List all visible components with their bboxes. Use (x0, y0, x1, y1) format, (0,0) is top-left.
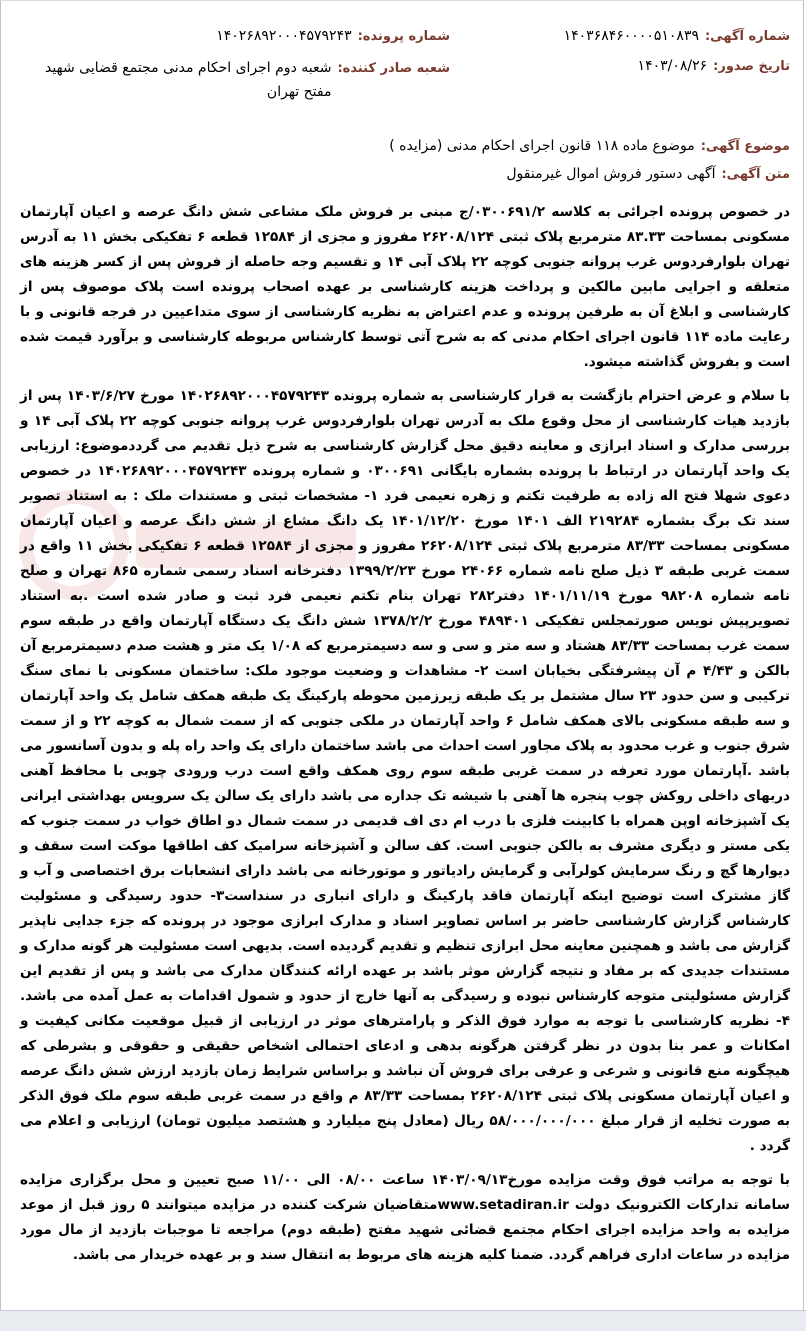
text-header-label: متن آگهی: (721, 167, 790, 182)
header-right-column (510, 28, 790, 82)
text-header-row (20, 166, 790, 182)
issue-date-value: ۱۴۰۳/۰۸/۲۶ (637, 58, 708, 74)
paragraph-intro: در خصوص پرونده اجرائی به کلاسه ۰۳۰۰۶۹۱/۲/ج مبنی بر فروش ملک مشاعی شش دانگ عرصه و اعیان آپارتمان مسکونی بمساحت ۸۳.۳۳ مترمربع پلاک ثبتی ۲۶۲۰۸/۱۲۴ مفروز و مجزی از ۱۲۵۸۴ قطعه ۶ تفکیکی بخش ۱۱ به آدرس تهران بلوارفردوس غرب پروانه جنوبی کوچه ۲۲ پلاک آبی ۱۴ و تقسیم وجه حاصله از فروش پس از کسر هزینه های متعلقه و اجرایی مابین مالکین و پرداخت هزینه کارشناسی بر عهده اصحاب پرونده است پلاک موصوف پس از کارشناسی و ابلاغ آن به طرفین پرونده و عدم اعتراض به نظریه کارشناسی از سوی متداعیین در فرجه قانونی و با رعایت ماده ۱۱۴ قانون اجرای احکام مدنی که به شرح آتی توسط کارشناس مربوطه کارشناسی و برآورد قیمت شده است و بفروش گذاشته میشود. (20, 204, 791, 370)
issuer-label: شعبه صادر کننده: (337, 61, 450, 76)
ad-number-label: شماره آگهی: (704, 29, 790, 44)
ad-number-value: ۱۴۰۳۶۸۴۶۰۰۰۰۵۱۰۸۳۹ (563, 28, 699, 44)
subject-label: موضوع آگهی: (700, 139, 790, 154)
case-number-label: شماره پرونده: (357, 29, 450, 44)
issue-date-row (510, 58, 790, 74)
issuer-row (20, 56, 450, 104)
header-block (20, 28, 790, 112)
case-number-row (20, 28, 450, 44)
text-header-value: آگهی دستور فروش اموال غیرمنقول (506, 166, 716, 182)
paragraph-auction-details: با توجه به مراتب فوق وقت مزایده مورخ۱۴۰۳/۰۹/۱۳ ساعت ۰۸/۰۰ الی ۱۱/۰۰ صبح تعیین و محل برگزاری مزایده سامانه تدارکات الکترونیک دولت www.setadiran.irمتقاضیان شرکت کننده در مزایده میتوانند ۵ روز قبل از موعد مزایده به واحد مزایده اجرای احکام مجتمع قضائی شهید مفتح (طبقه دوم) مراجعه تا موجبات بازدید از مال مورد مزایده در ساعات اداری فراهم گردد. ضمنا کلیه هزینه های مربوط به انتقال سند و بر عهده خریدار می باشد. (20, 1172, 790, 1263)
announcement-page (20, 28, 790, 1277)
bottom-strip (0, 1310, 806, 1331)
ad-number-row (510, 28, 790, 44)
issue-date-label: تاریخ صدور: (713, 59, 790, 74)
issuer-value: شعبه دوم اجرای احکام مدنی مجتمع قضایی شهید مفتح تهران (44, 60, 332, 100)
subject-value: موضوع ماده ۱۱۸ قانون اجرای احکام مدنی (مزایده ) (389, 138, 695, 154)
header-left-column (20, 28, 450, 112)
subject-row (20, 138, 790, 154)
announcement-body (20, 200, 790, 1268)
paragraph-expert-report: با سلام و عرض احترام بازگشت به قرار کارشناسی به شماره پرونده ۱۴۰۲۶۸۹۲۰۰۰۴۵۷۹۲۴۳ مورخ ۱۴۰۳/۶/۲۷ پس از بازدید هیات کارشناسی از محل وقوع ملک به آدرس تهران بلوارفردوس غرب پروانه جنوبی کوچه ۲۲ پلاک آبی ۱۴ و بررسی مدارک و اسناد ابرازی و معاینه دقیق محل گزارش کارشناسی به شرح ذیل تقدیم می گرددموضوع: ارزیابی یک واحد آپارتمان در ارتباط با پرونده بشماره بایگانی ۰۳۰۰۶۹۱ و شماره پرونده ۱۴۰۲۶۸۹۲۰۰۰۴۵۷۹۲۴۳ در خصوص دعوی شهلا فتح اله زاده به طرفیت تکتم و زهره نعیمی فرد ۱- مشخصات ثبتی و مستندات ملک : به استناد تصویر سند تک برگ بشماره ۲۱۹۲۸۴ الف ۱۴۰۱ مورخ ۱۴۰۱/۱۲/۲۰ یک دانگ مشاع از شش دانگ عرصه و اعیان آپارتمان مسکونی بمساحت ۸۳/۳۳ مترمربع پلاک ثبتی ۲۶۲۰۸/۱۲۴ مفروز و مجزی از ۱۲۵۸۴ قطعه ۶ تفکیکی بخش ۱۱ واقع در سمت غربی طبقه ۳ ذیل صلح نامه شماره ۲۴۰۶۶ مورخ ۱۳۹۹/۲/۲۳ دفترخانه اسناد رسمی شماره ۸۶۵ تهران و صلح نامه شماره ۹۸۲۰۸ مورخ ۱۴۰۱/۱۱/۱۹ دفتر۲۸۲ تهران بنام تکتم نعیمی فرد ثبت و صادر شده است .به استناد تصویرپیش نویس صورتمجلس تفکیکی ۴۸۹۴۰۱ مورخ ۱۳۷۸/۲/۲ شش دانگ یک دستگاه آپارتمان واقع در طبقه سوم سمت غرب بمساحت ۸۳/۳۳ هشتاد و سه متر و سی و سه دسیمترمربع که ۱/۰۸ یک متر و هشت صدم دسیمترمربع آن بالکن و ۴/۴۳ م آن پیشرفتگی بخیابان است ۲- مشاهدات و وضعیت موجود ملک: ساختمان مسکونی با نمای سنگ ترکیبی و سن حدود ۲۳ سال مشتمل بر یک طبقه زیرزمین محوطه پارکینگ یک طبقه همکف شامل یک واحد آپارتمان و سه طبقه مسکونی بالای همکف شامل ۶ واحد آپارتمان در ملکی جنوبی که از سمت شمال به کوچه ۲۲ و از سمت شرق جنوب و غرب محدود به پلاک مجاور است احداث می باشد ساختمان دارای یک واحد راه پله و بدون آسانسور می باشد .آپارتمان مورد تعرفه در سمت غربی طبقه سوم روی همکف واقع است درب ورودی چوبی با محافظ آهنی دربهای داخلی روکش چوب پنجره ها آهنی با شیشه تک جداره می باشد دارای یک سالن یک سرویس بهداشتی ایرانی یک آشپزخانه اوپن همراه با کابینت فلزی با درب ام دی اف قدیمی در سمت شمال دو اطاق خواب در سمت جنوب که یکی مستر و دیگری مشرف به بالکن جنوبی است. کف سالن و آشپزخانه سرامیک کف اطاقها موکت است سقف و دیوارها گچ و رنگ سرمایش کولرآبی و گرمایش رادیاتور و موتورخانه می باشد دارای انشعابات برق اختصاصی و آب و گاز مشترک است توضیح اینکه آپارتمان فاقد پارکینگ و دارای انباری در سنداست۳- حدود رسیدگی و مسئولیت کارشناس گزارش کارشناسی حاضر بر اساس تصاویر اسناد و مدارک ابرازی موجود در پرونده که جزء جدایی ناپذیر گزارش می باشد و همچنین معاینه محل ابرازی تنظیم و تقدیم گردیده است. بدیهی است مسئولیت هر گونه مدارک و مستندات جدیدی که بر مفاد و نتیجه گزارش موثر باشد بر عهده ارائه کنندگان مدارک می باشد و پس از تقدیم این گزارش مسئولیتی متوجه کارشناس نبوده و رسیدگی به آنها خارج از حدود و شمول اقدامات به عمل آمده می باشد. ۴- نظریه کارشناسی با توجه به موارد فوق الذکر و پارامترهای موثر در ارزیابی از قبیل موقعیت مکانی کیفیت و امکانات و عمر بنا بدون در نظر گرفتن هرگونه بدهی و ادعای احتمالی اشخاص حقیقی و حقوقی و بشرطی که هیچگونه منع قانونی و شرعی و عرفی برای فروش آن نباشد و براساس شرایط زمان بازدید ارزش شش دانگ عرصه و اعیان آپارتمان مسکونی پلاک ثبتی ۲۶۲۰۸/۱۲۴ بمساحت ۸۳/۳۳ م واقع در سمت غربی طبقه سوم ملک فوق الذکر به صورت تخلیه از قرار مبلغ ۵۸/۰۰۰/۰۰۰/۰۰۰ ریال (معادل پنج میلیارد و هشتصد میلیون تومان) ارزیابی و اعلام می گردد . (20, 388, 791, 1154)
case-number-value: ۱۴۰۲۶۸۹۲۰۰۰۴۵۷۹۲۴۳ (216, 28, 352, 44)
